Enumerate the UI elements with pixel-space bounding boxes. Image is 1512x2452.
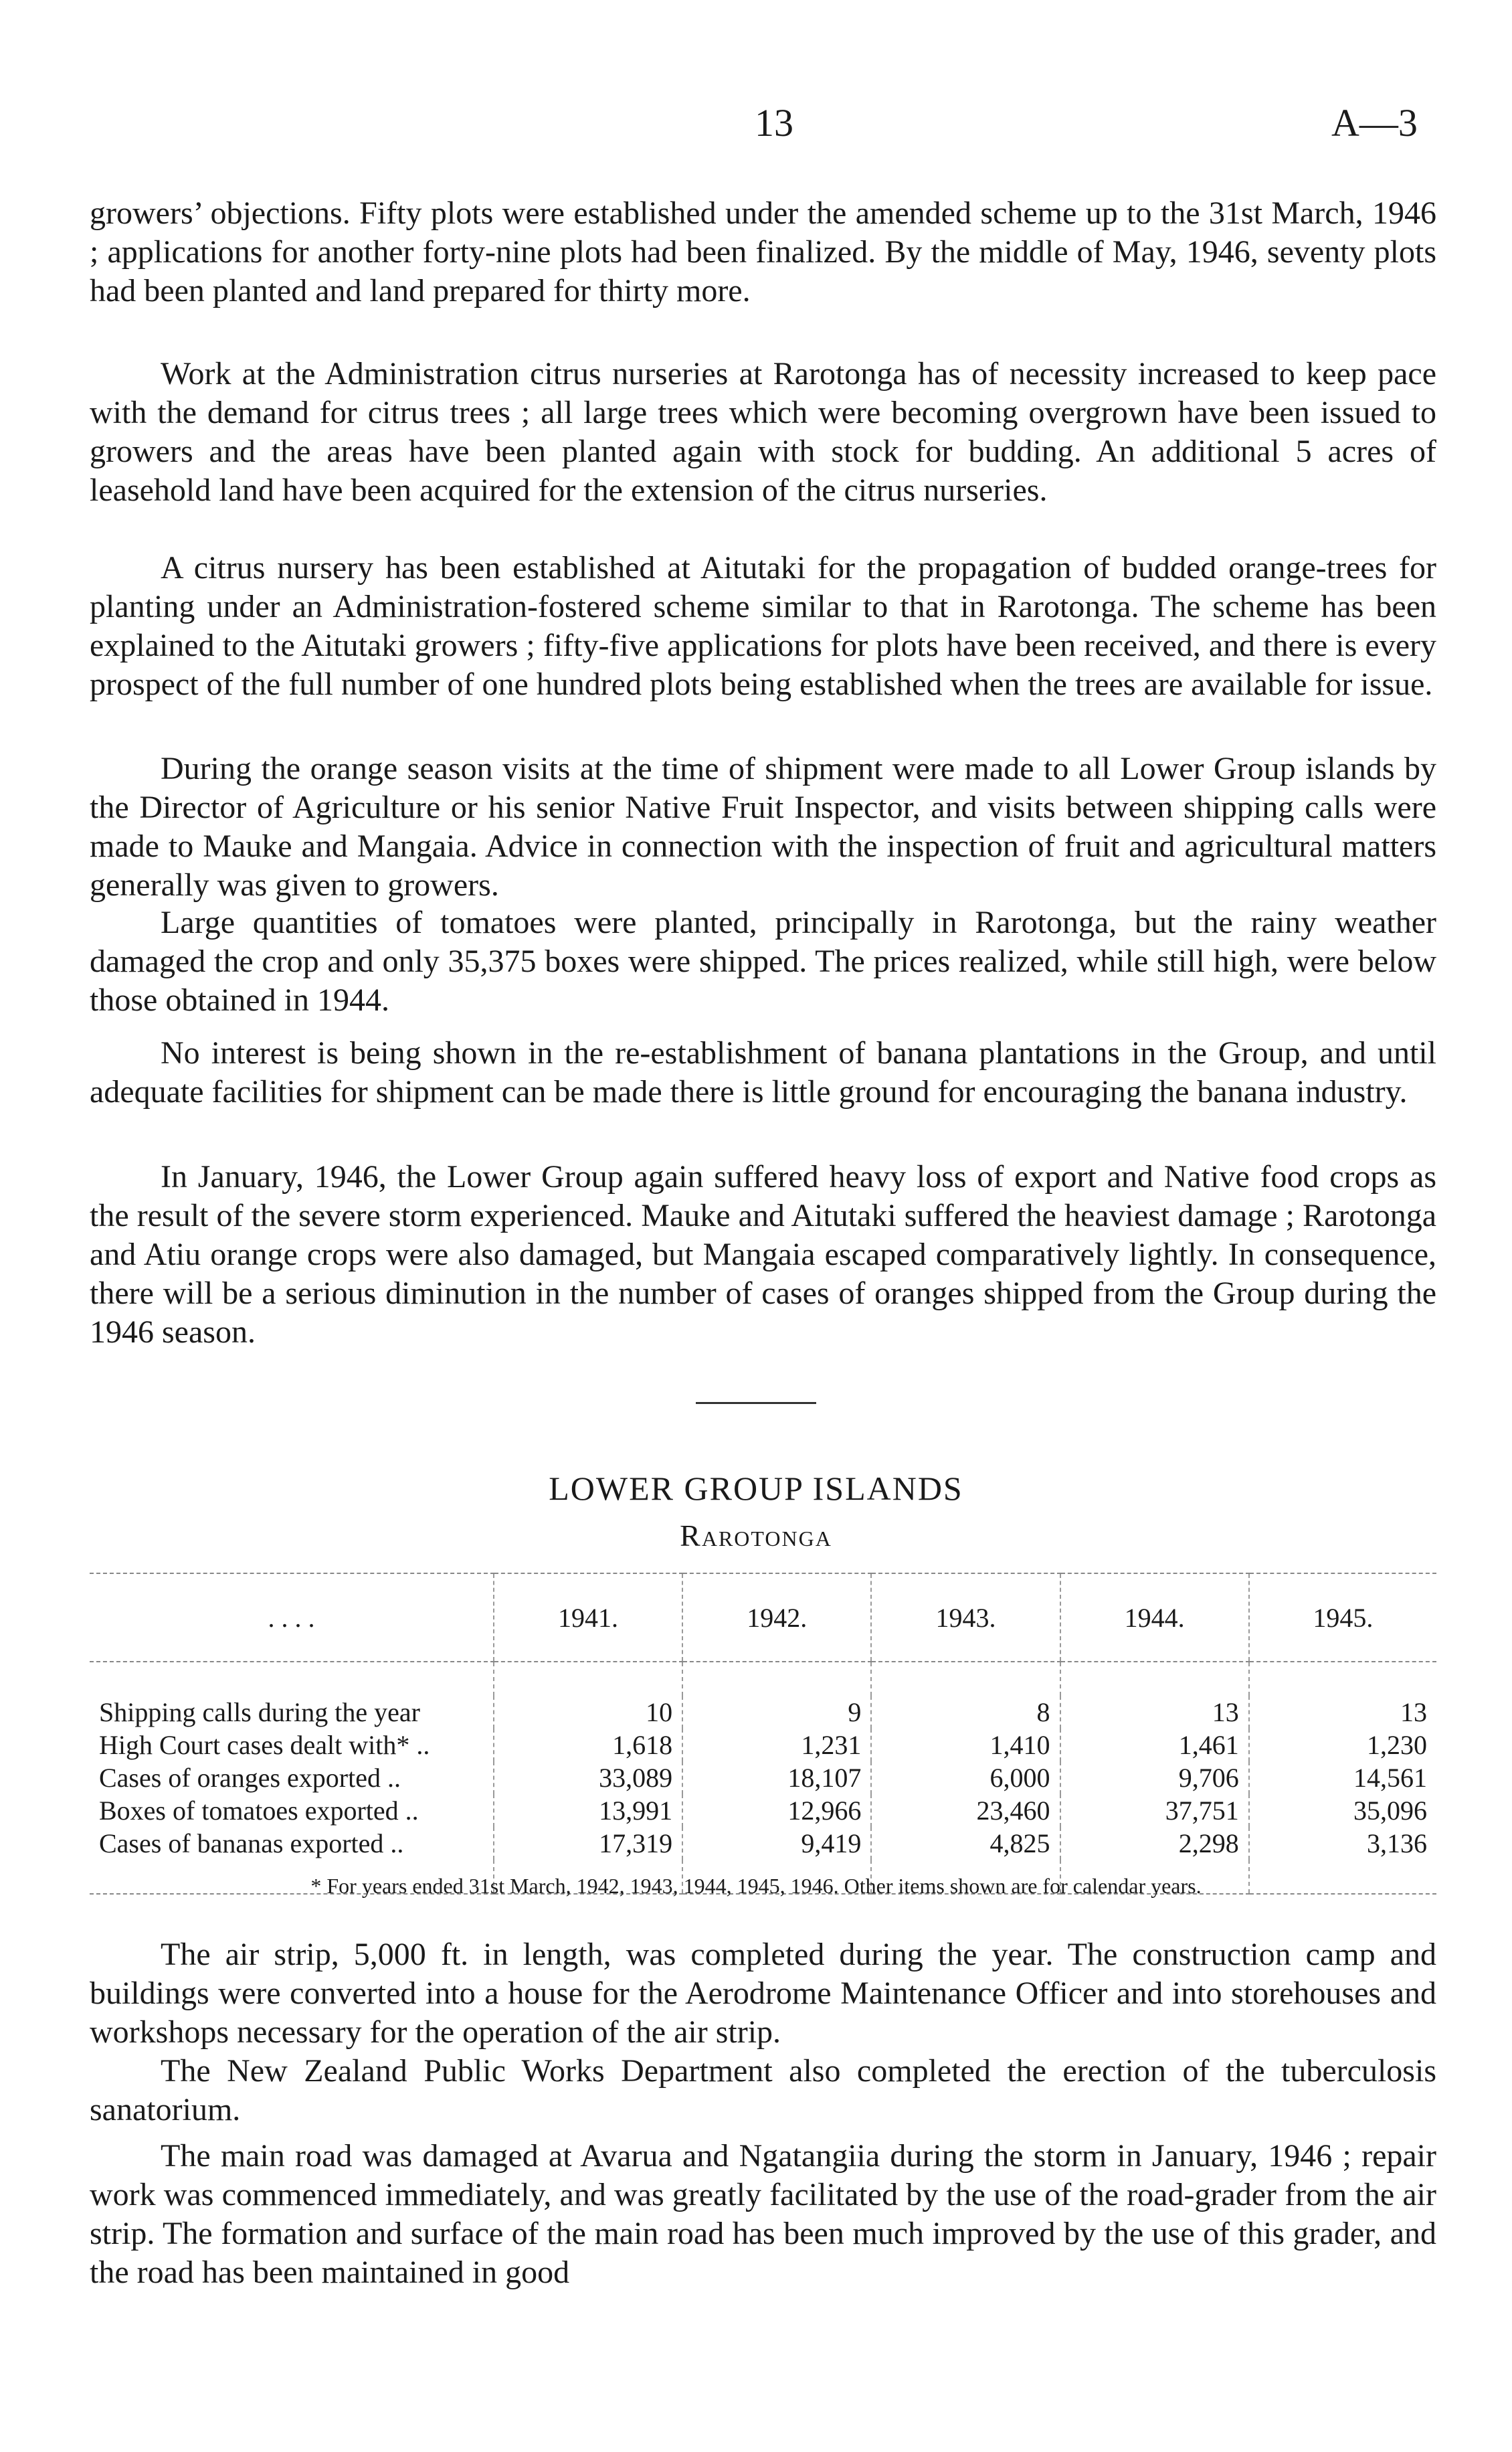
- row-label: Cases of bananas exported ..: [99, 1828, 404, 1858]
- column-header: 1945.: [1249, 1573, 1436, 1662]
- table-cell: 1,461: [1060, 1729, 1249, 1761]
- table-row: [90, 1827, 1436, 1860]
- table-cell: 6,000: [871, 1761, 1060, 1794]
- column-header: 1941.: [494, 1573, 682, 1662]
- column-header: 1943.: [871, 1573, 1060, 1662]
- table-cell: 13,991: [494, 1794, 682, 1827]
- table-cell: 4,825: [871, 1827, 1060, 1860]
- column-header: 1942.: [682, 1573, 871, 1662]
- table-row: [90, 1794, 1436, 1827]
- table-cell: 10: [494, 1696, 682, 1729]
- table-corner: . . . .: [90, 1573, 494, 1662]
- table-cell: 37,751: [1060, 1794, 1249, 1827]
- table-cell: 8: [871, 1696, 1060, 1729]
- rarotonga-statistics-table: [90, 1573, 1436, 1895]
- table-cell: 9,419: [682, 1827, 871, 1860]
- paragraph: growers’ objections. Fifty plots were established under the amended scheme up to the 31st March, 1946 ; applications for another forty-nine plots had been finalized. By the middle of May, 1946, seventy plots had been planted and land prepared for thirty more.: [90, 195, 1436, 309]
- row-label: Boxes of tomatoes exported ..: [99, 1796, 419, 1826]
- table-cell: 1,618: [494, 1729, 682, 1761]
- table-cell: 18,107: [682, 1761, 871, 1794]
- table-cell: 1,230: [1249, 1729, 1436, 1761]
- paragraph: Large quantities of tomatoes were planted, principally in Rarotonga, but the rainy weather damaged the crop and only 35,375 boxes were shipped. The prices realized, while still high, were below those obtained in 1944.: [90, 905, 1436, 1018]
- table-cell: 14,561: [1249, 1761, 1436, 1794]
- table-cell: 12,966: [682, 1794, 871, 1827]
- table-cell: 13: [1060, 1696, 1249, 1729]
- table-cell: 35,096: [1249, 1794, 1436, 1827]
- table-row: [90, 1729, 1436, 1761]
- paragraph: The air strip, 5,000 ft. in length, was completed during the year. The construction camp and buildings were converted into a house for the Aerodrome Maintenance Officer and into storehouses and workshops necessary for the operation of the air strip.: [90, 1937, 1436, 2050]
- table-cell: 9,706: [1060, 1761, 1249, 1794]
- section-subtitle: Rarotonga: [680, 1518, 832, 1553]
- paragraph: The New Zealand Public Works Department also completed the erection of the tuberculosis sanatorium.: [90, 2053, 1436, 2127]
- paragraph: The main road was damaged at Avarua and Ngatangiia during the storm in January, 1946 ; repair work was commenced immediately, and was greatly facilitated by the use of the road-grader from the air strip. The formation and surface of the main road has been much improved by the use of this grader, and the road has been maintained in good: [90, 2138, 1436, 2290]
- paragraph: In January, 1946, the Lower Group again suffered heavy loss of export and Native food crops as the result of the severe storm experienced. Mauke and Aitutaki suffered the heaviest damage ; Rarotonga and Atiu orange crops were also damaged, but Mangaia escaped comparatively lightly. In consequence, there will be a serious diminution in the number of cases of oranges shipped from the Group during the 1946 season.: [90, 1159, 1436, 1350]
- table-cell: 2,298: [1060, 1827, 1249, 1860]
- table-cell: 17,319: [494, 1827, 682, 1860]
- table-row: [90, 1696, 1436, 1729]
- table-header-row: [90, 1573, 1436, 1662]
- table-cell: 3,136: [1249, 1827, 1436, 1860]
- paragraph: During the orange season visits at the time of shipment were made to all Lower Group islands by the Director of Agriculture or his senior Native Fruit Inspector, and visits between shipping calls were made to Mauke and Mangaia. Advice in connection with the inspection of fruit and agricultural matters generally was given to growers.: [90, 751, 1436, 903]
- table-cell: 1,410: [871, 1729, 1060, 1761]
- paragraph: A citrus nursery has been established at Aitutaki for the propagation of budded orange-trees for planting under an Administration-fostered scheme similar to that in Rarotonga. The scheme has been explained to the Aitutaki growers ; fifty-five applications for plots have been received, and there is every prospect of the full number of one hundred plots being established when the trees are available for issue.: [90, 550, 1436, 702]
- table-spacer: [90, 1662, 1436, 1696]
- table-cell: 13: [1249, 1696, 1436, 1729]
- row-label: Cases of oranges exported ..: [99, 1763, 401, 1793]
- column-header: 1944.: [1060, 1573, 1249, 1662]
- table-footnote: * For years ended 31st March, 1942, 1943, 1944, 1945, 1946. Other items shown are for calendar years.: [310, 1874, 1202, 1898]
- table-cell: 33,089: [494, 1761, 682, 1794]
- table-cell: 9: [682, 1696, 871, 1729]
- row-label: Shipping calls during the year: [99, 1697, 420, 1727]
- document-reference: A—3: [1331, 101, 1418, 145]
- table-row: [90, 1761, 1436, 1794]
- table-cell: 1,231: [682, 1729, 871, 1761]
- section-title: LOWER GROUP ISLANDS: [549, 1470, 963, 1507]
- row-label: High Court cases dealt with* ..: [99, 1730, 430, 1760]
- page-number: 13: [755, 101, 793, 145]
- paragraph: Work at the Administration citrus nurseries at Rarotonga has of necessity increased to keep pace with the demand for citrus trees ; all large trees which were becoming overgrown have been issued to growers and the areas have been planted again with stock for budding. An additional 5 acres of leasehold land have been acquired for the extension of the citrus nurseries.: [90, 356, 1436, 508]
- table-cell: 23,460: [871, 1794, 1060, 1827]
- paragraph: No interest is being shown in the re-establishment of banana plantations in the Group, and until adequate facilities for shipment can be made there is little ground for encouraging the banana industry.: [90, 1035, 1436, 1110]
- section-divider: [696, 1402, 816, 1404]
